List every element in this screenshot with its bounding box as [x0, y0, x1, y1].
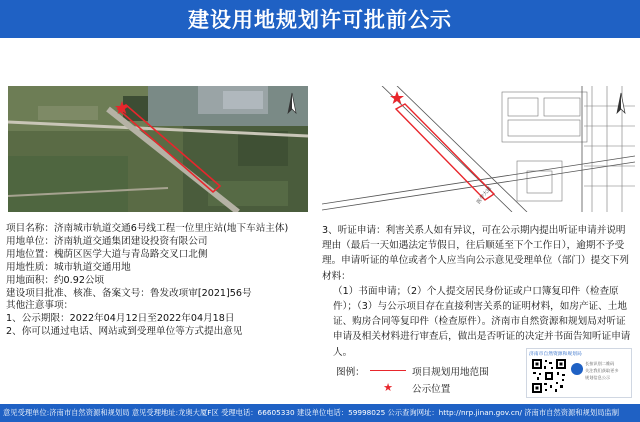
project-info — [6, 223, 316, 339]
land-location: 用地位置：槐荫区医学大道与青岛路交叉口北侧 — [6, 248, 208, 260]
footer-bar — [0, 404, 640, 422]
hearing-info — [322, 223, 634, 360]
approval-doc-number: 建设项目批准、核准、备案文号：鲁发改项审[2021]56号 — [6, 287, 252, 299]
notice-period: 1、公示期限：2022年04月12日至2022年04月18日 — [6, 313, 235, 325]
qr-title: 济南市自然资源和规划局 — [529, 352, 582, 357]
feedback-methods: 2、你可以通过电话、网站或到受理单位等方式提出意见 — [6, 326, 243, 338]
legend-label: 图例： — [336, 366, 365, 378]
qr-note-3: 规划信息公示 — [585, 375, 611, 380]
planning-site-drawing — [322, 86, 635, 212]
footer-contact-text: 意见受理单位:济南市自然资源和规划局 意见受理地址:龙奥大厦F区 受理电话：66605330 建设单位电话：59998025 公示查询网址：http://nrp.jinan.gov.cn/ 济南市自然资源和规划局监制 — [3, 408, 620, 417]
bureau-logo-icon — [571, 363, 583, 375]
north-arrow-icon — [282, 92, 302, 116]
land-nature: 用地性质：城市轨道交通用地 — [6, 261, 131, 273]
qr-note-1: 长按识别二维码 — [585, 361, 615, 366]
notes-heading: 其他注意事项： — [6, 300, 74, 312]
qr-code-panel[interactable] — [526, 348, 632, 398]
hearing-materials: （1）书面申请；（2）个人提交居民身份证或户口簿复印件（检查原件）；（3）与公示项目存在直接利害关系的证明材料，如房产证、土地证、购房合同等复印件（检查原件）。济南市自然资源和规划局对听证申请及相关材料进行审查后，做出是否听证的决定并书面告知听证申请人。 — [333, 285, 631, 358]
map-legend — [336, 364, 489, 394]
title-banner — [0, 0, 640, 38]
land-unit: 用地单位：济南轨道交通集团建设投资有限公司 — [6, 235, 208, 247]
aerial-satellite-image — [8, 86, 308, 212]
plan-north-arrow-icon — [611, 92, 631, 116]
hearing-application: 3、听证申请：利害关系人如有异议，可在公示期内提出听证申请并说明理由（最后一天如遇法定节假日，往后顺延至下个工作日），逾期不予受理。申请听证的单位或者个人应当向公示意见受理单位（部门）提交下列材料： — [322, 225, 629, 282]
site-plan-svg — [322, 86, 635, 212]
satellite-view — [8, 86, 308, 212]
qr-code-icon — [531, 358, 567, 394]
qr-note-2: 关注我们获取更多 — [585, 368, 619, 373]
legend-boundary-text: 项目规划用地范围 — [412, 366, 489, 378]
page-title: 建设用地规划许可批前公示 — [188, 8, 452, 32]
land-area: 用地面积：约0.92公顷 — [6, 274, 105, 286]
star-icon: ★ — [383, 381, 393, 394]
plan-star-icon — [390, 91, 404, 104]
legend-position-text: 公示位置 — [412, 383, 451, 395]
road-label: 医学大道 — [475, 185, 493, 206]
project-name: 项目名称：济南城市轨道交通6号线工程一位里庄站(地下车站主体) — [6, 223, 289, 234]
boundary-line-icon — [370, 370, 406, 371]
